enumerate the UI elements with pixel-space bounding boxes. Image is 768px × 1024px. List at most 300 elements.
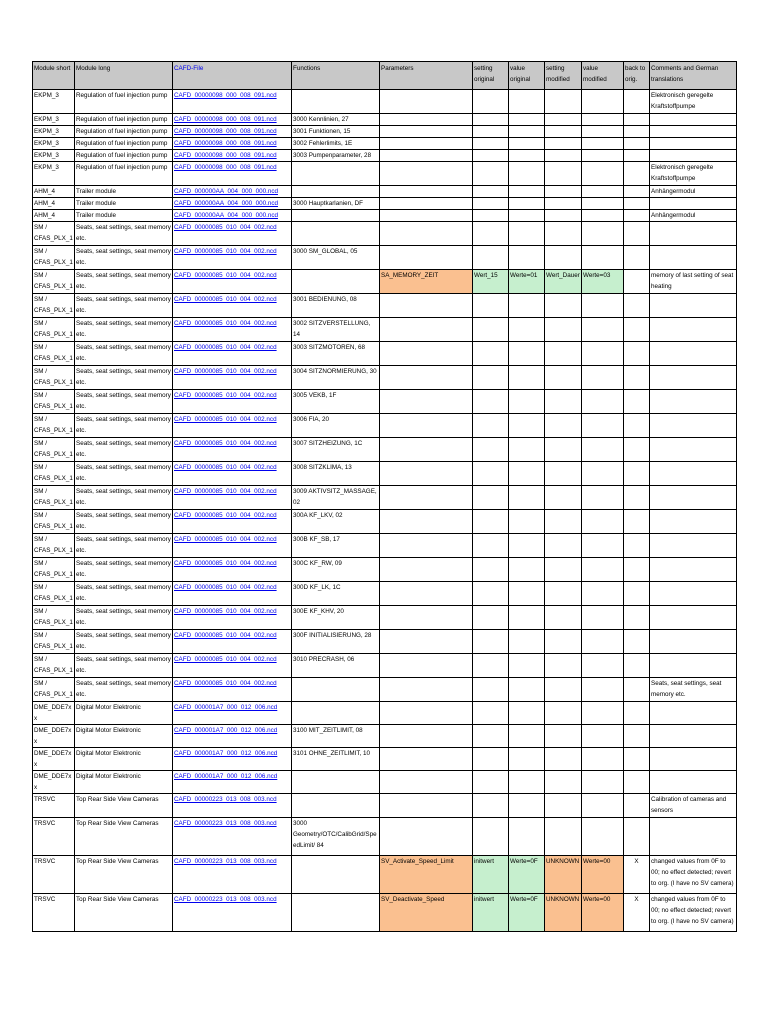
cell-parameter <box>380 126 473 138</box>
cell-value-original: Werte=0F <box>509 856 545 894</box>
cell-module-short: TRSVC <box>33 894 75 932</box>
cell-module-short: TRSVC <box>33 794 75 818</box>
cell-module-short: SM / CFAS_PLX_1 <box>33 246 75 270</box>
cell-comment <box>650 198 737 210</box>
cell-value-modified <box>582 794 624 818</box>
cell-comment <box>650 222 737 246</box>
cell-function <box>292 186 380 198</box>
cell-module-long: Top Rear Side View Cameras <box>75 794 173 818</box>
table-row <box>33 510 737 534</box>
cell-setting-original <box>473 486 509 510</box>
cell-cafd-file[interactable]: CAFD_000001A7_000_012_006.ncd <box>173 748 292 771</box>
cell-cafd-file[interactable]: CAFD_00000223_013_008_003.ncd <box>173 894 292 932</box>
cell-cafd-file[interactable]: CAFD_00000085_010_004_002.ncd <box>173 678 292 702</box>
cell-setting-original <box>473 678 509 702</box>
cell-parameter <box>380 630 473 654</box>
cell-cafd-file[interactable]: CAFD_00000085_010_004_002.ncd <box>173 462 292 486</box>
cell-cafd-file[interactable]: CAFD_00000085_010_004_002.ncd <box>173 270 292 294</box>
cell-value-modified <box>582 771 624 794</box>
cell-module-short: AHM_4 <box>33 198 75 210</box>
cell-cafd-file[interactable]: CAFD_00000085_010_004_002.ncd <box>173 366 292 390</box>
cell-function: 300B KF_SB, 17 <box>292 534 380 558</box>
cell-cafd-file[interactable]: CAFD_000001A7_000_012_006.ncd <box>173 702 292 725</box>
cell-parameter <box>380 558 473 582</box>
cell-cafd-file[interactable]: CAFD_000000AA_004_000_000.ncd <box>173 210 292 222</box>
col-header-setting-original: setting original <box>473 62 509 90</box>
table-row <box>33 894 737 932</box>
cell-back-to-orig <box>624 725 650 748</box>
cell-parameter <box>380 702 473 725</box>
cell-parameter <box>380 150 473 162</box>
table-row <box>33 150 737 162</box>
cell-setting-modified <box>545 318 582 342</box>
cell-parameter <box>380 162 473 186</box>
cell-comment <box>650 318 737 342</box>
cell-cafd-file[interactable]: CAFD_00000085_010_004_002.ncd <box>173 390 292 414</box>
cell-setting-modified <box>545 210 582 222</box>
cell-back-to-orig <box>624 414 650 438</box>
cell-module-long: Seats, seat settings, seat memory etc. <box>75 510 173 534</box>
cell-back-to-orig <box>624 342 650 366</box>
cell-function: 3101 OHNE_ZEITLIMIT, 10 <box>292 748 380 771</box>
cell-setting-original <box>473 606 509 630</box>
cell-parameter <box>380 210 473 222</box>
cell-cafd-file[interactable]: CAFD_00000085_010_004_002.ncd <box>173 246 292 270</box>
cell-setting-original <box>473 366 509 390</box>
cell-cafd-file[interactable]: CAFD_00000223_013_008_003.ncd <box>173 794 292 818</box>
cell-function: 3002 Fehlerlimits, 1E <box>292 138 380 150</box>
cell-setting-modified <box>545 126 582 138</box>
cell-module-short: SM / CFAS_PLX_1 <box>33 318 75 342</box>
cell-cafd-file[interactable]: CAFD_00000085_010_004_002.ncd <box>173 534 292 558</box>
cell-cafd-file[interactable]: CAFD_000001A7_000_012_006.ncd <box>173 771 292 794</box>
cell-comment: Elektronisch geregelte Kraftstoffpumpe <box>650 90 737 114</box>
cell-cafd-file[interactable]: CAFD_00000223_013_008_003.ncd <box>173 856 292 894</box>
cell-comment: Elektronisch geregelte Kraftstoffpumpe <box>650 162 737 186</box>
cell-module-short: EKPM_3 <box>33 162 75 186</box>
cell-setting-modified <box>545 582 582 606</box>
cell-setting-original <box>473 558 509 582</box>
cell-value-modified <box>582 126 624 138</box>
cell-module-long: Regulation of fuel injection pump <box>75 90 173 114</box>
cell-module-long: Seats, seat settings, seat memory etc. <box>75 654 173 678</box>
cell-setting-modified <box>545 138 582 150</box>
cell-value-original <box>509 438 545 462</box>
cell-cafd-file[interactable]: CAFD_00000098_000_008_091.ncd <box>173 126 292 138</box>
cell-back-to-orig <box>624 318 650 342</box>
cell-cafd-file[interactable]: CAFD_00000098_000_008_091.ncd <box>173 150 292 162</box>
cell-parameter <box>380 186 473 198</box>
cell-back-to-orig <box>624 114 650 126</box>
cell-setting-original <box>473 510 509 534</box>
cell-setting-modified <box>545 486 582 510</box>
cell-setting-modified <box>545 294 582 318</box>
cell-cafd-file[interactable]: CAFD_00000085_010_004_002.ncd <box>173 318 292 342</box>
cell-function <box>292 270 380 294</box>
cell-value-original <box>509 390 545 414</box>
cell-setting-original <box>473 162 509 186</box>
cell-parameter <box>380 725 473 748</box>
cell-module-long: Regulation of fuel injection pump <box>75 114 173 126</box>
cell-function: 3003 SITZMOTOREN, 68 <box>292 342 380 366</box>
cell-value-modified <box>582 222 624 246</box>
table-row <box>33 318 737 342</box>
cell-value-original <box>509 246 545 270</box>
cell-parameter: SV_Activate_Speed_Limit <box>380 856 473 894</box>
cell-module-short: SM / CFAS_PLX_1 <box>33 342 75 366</box>
cell-cafd-file[interactable]: CAFD_00000085_010_004_002.ncd <box>173 222 292 246</box>
cell-parameter <box>380 390 473 414</box>
cell-function: 300D KF_LK, 1C <box>292 582 380 606</box>
cell-parameter: SV_Deactivate_Speed <box>380 894 473 932</box>
cell-module-short: TRSVC <box>33 818 75 856</box>
cell-value-modified <box>582 654 624 678</box>
cell-module-long: Seats, seat settings, seat memory etc. <box>75 534 173 558</box>
cell-back-to-orig <box>624 558 650 582</box>
cell-setting-original <box>473 210 509 222</box>
cell-module-short: SM / CFAS_PLX_1 <box>33 510 75 534</box>
cell-back-to-orig <box>624 126 650 138</box>
cell-value-modified <box>582 534 624 558</box>
cell-setting-modified <box>545 198 582 210</box>
cell-setting-modified <box>545 558 582 582</box>
cell-function: 3008 SITZKLIMA, 13 <box>292 462 380 486</box>
cell-comment <box>650 414 737 438</box>
cell-cafd-file[interactable]: CAFD_00000085_010_004_002.ncd <box>173 630 292 654</box>
cell-cafd-file[interactable]: CAFD_00000098_000_008_091.ncd <box>173 90 292 114</box>
cell-value-modified <box>582 198 624 210</box>
cell-module-short: SM / CFAS_PLX_1 <box>33 414 75 438</box>
cell-value-original <box>509 678 545 702</box>
cell-module-long: Seats, seat settings, seat memory etc. <box>75 582 173 606</box>
cell-cafd-file[interactable]: CAFD_00000085_010_004_002.ncd <box>173 486 292 510</box>
cell-cafd-file[interactable]: CAFD_000001A7_000_012_006.ncd <box>173 725 292 748</box>
cell-back-to-orig <box>624 90 650 114</box>
cell-value-original: Werte=0F <box>509 894 545 932</box>
cell-module-long: Seats, seat settings, seat memory etc. <box>75 222 173 246</box>
cell-setting-original <box>473 654 509 678</box>
cell-back-to-orig <box>624 438 650 462</box>
cell-setting-original <box>473 748 509 771</box>
cell-module-long: Digital Motor Elektronic <box>75 725 173 748</box>
cell-function: 3000 Geometry/OTC/CalibGrid/SpeedLimit/ 84 <box>292 818 380 856</box>
cell-module-short: SM / CFAS_PLX_1 <box>33 486 75 510</box>
cell-comment <box>650 606 737 630</box>
cell-function <box>292 90 380 114</box>
cell-setting-original <box>473 725 509 748</box>
cell-value-modified <box>582 138 624 150</box>
cell-function: 300E KF_KHV, 20 <box>292 606 380 630</box>
cell-setting-modified <box>545 114 582 126</box>
cell-value-original <box>509 186 545 198</box>
cell-setting-modified <box>545 606 582 630</box>
cell-setting-modified: Wert_Dauer <box>545 270 582 294</box>
cell-parameter <box>380 748 473 771</box>
cell-module-short: TRSVC <box>33 856 75 894</box>
col-header-parameters: Parameters <box>380 62 473 90</box>
cell-module-short: EKPM_3 <box>33 150 75 162</box>
col-header-back-to-orig: back to orig. <box>624 62 650 90</box>
cell-comment: changed values from 0F to 00; no effect detected; revert to org. (I have no SV camera) <box>650 856 737 894</box>
table-row <box>33 654 737 678</box>
cell-back-to-orig <box>624 818 650 856</box>
cell-comment <box>650 725 737 748</box>
cell-function <box>292 222 380 246</box>
cell-function: 3003 Pumpenparameter, 28 <box>292 150 380 162</box>
table-row <box>33 126 737 138</box>
cell-function <box>292 771 380 794</box>
cell-value-original <box>509 654 545 678</box>
cell-value-original <box>509 582 545 606</box>
cell-function: 3002 SITZVERSTELLUNG, 14 <box>292 318 380 342</box>
cell-back-to-orig <box>624 186 650 198</box>
cell-setting-modified: UNKNOWN <box>545 856 582 894</box>
cell-module-short: SM / CFAS_PLX_1 <box>33 582 75 606</box>
cell-setting-original <box>473 150 509 162</box>
col-header-setting-modified: setting modified <box>545 62 582 90</box>
cell-comment <box>650 150 737 162</box>
cell-module-short: SM / CFAS_PLX_1 <box>33 438 75 462</box>
cell-back-to-orig <box>624 678 650 702</box>
cell-value-original <box>509 725 545 748</box>
cell-module-long: Seats, seat settings, seat memory etc. <box>75 678 173 702</box>
table-row <box>33 606 737 630</box>
cell-back-to-orig <box>624 270 650 294</box>
cell-cafd-file[interactable]: CAFD_000000AA_004_000_000.ncd <box>173 186 292 198</box>
cell-back-to-orig <box>624 198 650 210</box>
cell-value-modified <box>582 150 624 162</box>
cell-setting-original <box>473 186 509 198</box>
cell-cafd-file[interactable]: CAFD_00000085_010_004_002.ncd <box>173 654 292 678</box>
cell-setting-modified <box>545 794 582 818</box>
cell-setting-original: initwert <box>473 894 509 932</box>
cell-value-original <box>509 210 545 222</box>
cell-setting-modified <box>545 510 582 534</box>
cell-back-to-orig: X <box>624 856 650 894</box>
cell-back-to-orig <box>624 582 650 606</box>
cell-value-modified: Werte=00 <box>582 894 624 932</box>
cell-setting-modified <box>545 246 582 270</box>
cell-module-short: EKPM_3 <box>33 90 75 114</box>
cell-setting-modified <box>545 222 582 246</box>
cell-parameter <box>380 438 473 462</box>
cell-cafd-file[interactable]: CAFD_00000223_013_008_003.ncd <box>173 818 292 856</box>
cell-module-short: SM / CFAS_PLX_1 <box>33 390 75 414</box>
cell-cafd-file[interactable]: CAFD_00000085_010_004_002.ncd <box>173 294 292 318</box>
cell-value-original <box>509 818 545 856</box>
cell-setting-modified <box>545 366 582 390</box>
cell-comment <box>650 702 737 725</box>
cell-back-to-orig <box>624 702 650 725</box>
cell-setting-original <box>473 126 509 138</box>
cell-back-to-orig <box>624 748 650 771</box>
cell-comment <box>650 138 737 150</box>
cell-module-long: Seats, seat settings, seat memory etc. <box>75 558 173 582</box>
cell-back-to-orig <box>624 462 650 486</box>
cell-module-long: Seats, seat settings, seat memory etc. <box>75 342 173 366</box>
cell-setting-original <box>473 702 509 725</box>
cell-setting-original <box>473 90 509 114</box>
table-row <box>33 186 737 198</box>
cell-value-modified <box>582 818 624 856</box>
cell-setting-modified <box>545 678 582 702</box>
cell-value-original <box>509 342 545 366</box>
cell-comment <box>650 654 737 678</box>
cell-module-short: DME_DDE7xx <box>33 702 75 725</box>
cell-parameter <box>380 486 473 510</box>
cell-cafd-file[interactable]: CAFD_00000085_010_004_002.ncd <box>173 606 292 630</box>
cell-module-short: DME_DDE7xx <box>33 748 75 771</box>
cell-value-modified <box>582 438 624 462</box>
cell-back-to-orig: X <box>624 894 650 932</box>
cell-module-long: Seats, seat settings, seat memory etc. <box>75 270 173 294</box>
cell-parameter <box>380 654 473 678</box>
cell-setting-original <box>473 390 509 414</box>
cell-module-long: Seats, seat settings, seat memory etc. <box>75 438 173 462</box>
table-row <box>33 294 737 318</box>
cell-back-to-orig <box>624 486 650 510</box>
cell-cafd-file[interactable]: CAFD_00000085_010_004_002.ncd <box>173 582 292 606</box>
header-row <box>33 62 737 90</box>
cell-comment <box>650 534 737 558</box>
col-header-value-modified: value modified <box>582 62 624 90</box>
table-row <box>33 114 737 126</box>
cell-comment <box>650 438 737 462</box>
table-row <box>33 582 737 606</box>
cell-parameter <box>380 414 473 438</box>
cell-value-original <box>509 558 545 582</box>
cell-setting-modified <box>545 414 582 438</box>
table-row <box>33 771 737 794</box>
cell-value-modified <box>582 678 624 702</box>
cell-value-original <box>509 366 545 390</box>
table-row <box>33 856 737 894</box>
cell-cafd-file[interactable]: CAFD_00000085_010_004_002.ncd <box>173 438 292 462</box>
cell-parameter <box>380 534 473 558</box>
cell-comment <box>650 558 737 582</box>
cell-back-to-orig <box>624 390 650 414</box>
cell-cafd-file[interactable]: CAFD_00000098_000_008_091.ncd <box>173 162 292 186</box>
cell-setting-modified <box>545 630 582 654</box>
cell-parameter <box>380 114 473 126</box>
cell-comment: Anhängermodul <box>650 210 737 222</box>
cell-back-to-orig <box>624 138 650 150</box>
cell-function: 300C KF_RW, 09 <box>292 558 380 582</box>
cell-cafd-file[interactable]: CAFD_00000085_010_004_002.ncd <box>173 510 292 534</box>
cell-function <box>292 794 380 818</box>
col-header-functions: Functions <box>292 62 380 90</box>
cell-value-original <box>509 486 545 510</box>
table-row <box>33 534 737 558</box>
cell-value-modified <box>582 294 624 318</box>
cell-module-long: Trailer module <box>75 210 173 222</box>
cell-module-long: Trailer module <box>75 186 173 198</box>
cell-value-original <box>509 630 545 654</box>
cell-setting-modified <box>545 342 582 366</box>
cell-setting-original <box>473 414 509 438</box>
cell-module-long: Top Rear Side View Cameras <box>75 856 173 894</box>
cell-module-long: Digital Motor Elektronic <box>75 748 173 771</box>
cell-value-original <box>509 606 545 630</box>
cell-parameter <box>380 366 473 390</box>
cell-setting-modified: UNKNOWN <box>545 894 582 932</box>
cell-cafd-file[interactable]: CAFD_00000098_000_008_091.ncd <box>173 114 292 126</box>
cell-comment <box>650 366 737 390</box>
cell-setting-original <box>473 342 509 366</box>
table-row <box>33 270 737 294</box>
table-row <box>33 818 737 856</box>
cell-parameter <box>380 462 473 486</box>
cell-value-original <box>509 534 545 558</box>
cell-value-original <box>509 114 545 126</box>
cell-setting-modified <box>545 390 582 414</box>
cell-parameter <box>380 342 473 366</box>
cell-setting-original <box>473 462 509 486</box>
cell-back-to-orig <box>624 771 650 794</box>
table-row <box>33 222 737 246</box>
table-row <box>33 630 737 654</box>
cell-value-modified <box>582 90 624 114</box>
cell-module-long: Seats, seat settings, seat memory etc. <box>75 486 173 510</box>
cell-value-modified <box>582 414 624 438</box>
cell-cafd-file[interactable]: CAFD_00000085_010_004_002.ncd <box>173 558 292 582</box>
cell-value-original <box>509 198 545 210</box>
cell-value-modified: Werte=03 <box>582 270 624 294</box>
cell-function: 3000 SM_GLOBAL, 05 <box>292 246 380 270</box>
table-row <box>33 138 737 150</box>
col-header-module-long: Module long <box>75 62 173 90</box>
cell-module-short: SM / CFAS_PLX_1 <box>33 558 75 582</box>
cell-module-long: Seats, seat settings, seat memory etc. <box>75 366 173 390</box>
cell-back-to-orig <box>624 654 650 678</box>
cell-setting-original <box>473 222 509 246</box>
cell-comment: Seats, seat settings, seat memory etc. <box>650 678 737 702</box>
cell-value-original <box>509 162 545 186</box>
table-row <box>33 462 737 486</box>
cell-back-to-orig <box>624 222 650 246</box>
cell-setting-original <box>473 630 509 654</box>
cell-back-to-orig <box>624 246 650 270</box>
table-row <box>33 438 737 462</box>
cell-cafd-file[interactable]: CAFD_00000085_010_004_002.ncd <box>173 342 292 366</box>
cell-parameter: SA_MEMORY_ZEIT <box>380 270 473 294</box>
cell-value-modified <box>582 748 624 771</box>
cell-parameter <box>380 138 473 150</box>
table-row <box>33 678 737 702</box>
table-row <box>33 794 737 818</box>
cell-function <box>292 856 380 894</box>
cell-function: 3004 SITZNORMIERUNG, 30 <box>292 366 380 390</box>
cell-value-modified <box>582 462 624 486</box>
cell-setting-original <box>473 246 509 270</box>
cell-function: 3001 Funktionen, 15 <box>292 126 380 138</box>
cell-parameter <box>380 818 473 856</box>
cell-module-short: SM / CFAS_PLX_1 <box>33 606 75 630</box>
cell-value-modified <box>582 630 624 654</box>
cell-module-long: Seats, seat settings, seat memory etc. <box>75 462 173 486</box>
cell-comment <box>650 294 737 318</box>
cell-cafd-file[interactable]: CAFD_000000AA_004_000_000.ncd <box>173 198 292 210</box>
cell-module-short: SM / CFAS_PLX_1 <box>33 366 75 390</box>
cell-back-to-orig <box>624 366 650 390</box>
table-row <box>33 366 737 390</box>
cell-cafd-file[interactable]: CAFD_00000085_010_004_002.ncd <box>173 414 292 438</box>
cell-cafd-file[interactable]: CAFD_00000098_000_008_091.ncd <box>173 138 292 150</box>
col-header-value-original: value original <box>509 62 545 90</box>
cell-value-original <box>509 794 545 818</box>
cell-function: 300F INITIALISIERUNG, 28 <box>292 630 380 654</box>
cell-module-short: SM / CFAS_PLX_1 <box>33 678 75 702</box>
